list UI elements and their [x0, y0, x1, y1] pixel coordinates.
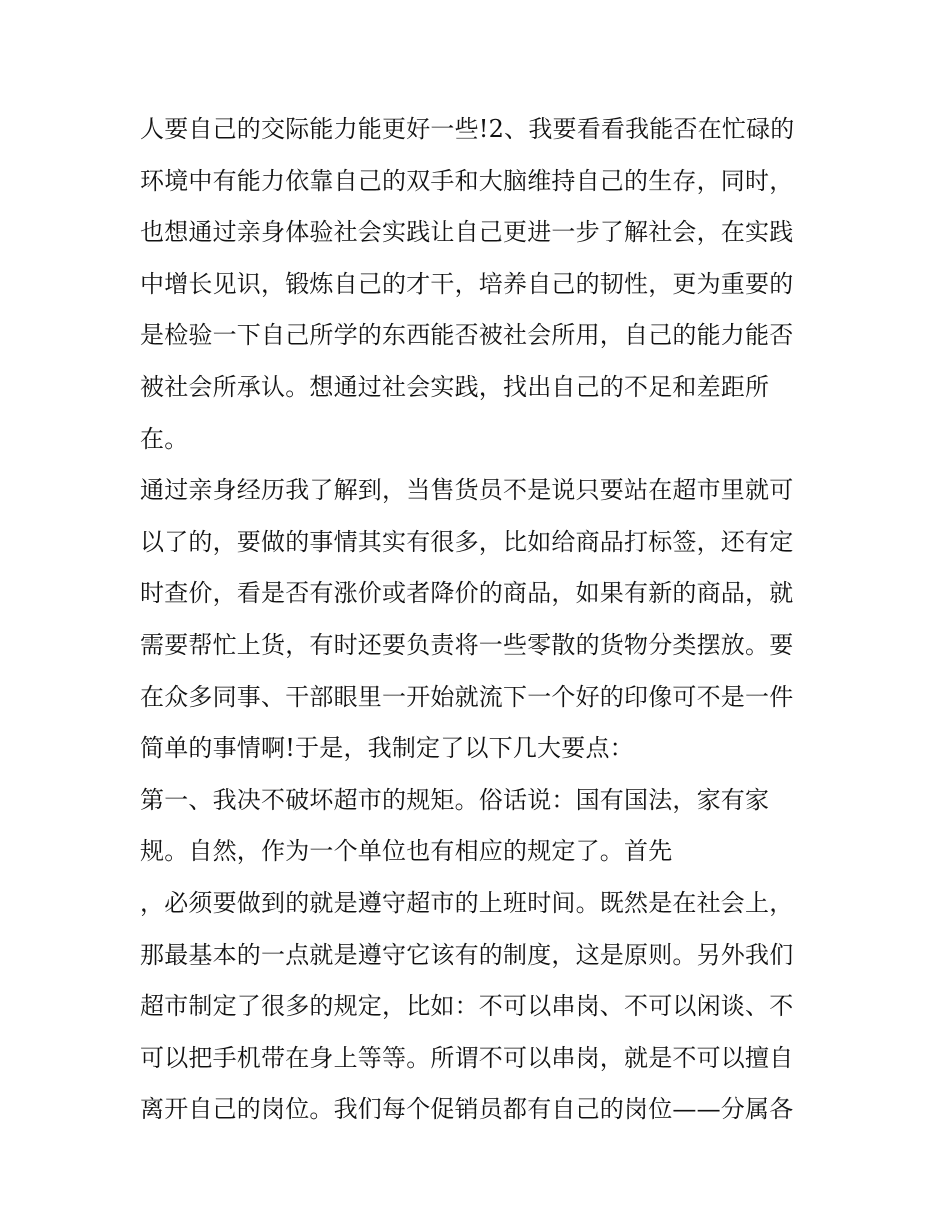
text-line: 超市制定了很多的规定，比如：不可以串岗、不可以闲谈、不	[140, 992, 794, 1021]
text-line: 也想通过亲身体验社会实践让自己更进一步了解社会，在实践	[140, 218, 794, 247]
text-line: 那最基本的一点就是遵守它该有的制度，这是原则。另外我们	[140, 940, 794, 969]
text-line: 环境中有能力依靠自己的双手和大脑维持自己的生存，同时，	[140, 166, 794, 195]
text-line: ，必须要做到的就是遵守超市的上班时间。既然是在社会上，	[140, 888, 794, 917]
text-line: 简单的事情啊!于是，我制定了以下几大要点：	[140, 734, 634, 763]
text-line: 在众多同事、干部眼里一开始就流下一个好的印像可不是一件	[140, 682, 794, 711]
text-line: 规。自然，作为一个单位也有相应的规定了。首先	[140, 837, 673, 866]
text-line: 时查价，看是否有涨价或者降价的商品，如果有新的商品，就	[140, 579, 794, 608]
text-line: 是检验一下自己所学的东西能否被社会所用，自己的能力能否	[140, 321, 794, 350]
text-line: 人要自己的交际能力能更好一些!2、我要看看我能否在忙碌的	[140, 115, 795, 143]
text-line: 可以把手机带在身上等等。所谓不可以串岗，就是不可以擅自	[140, 1043, 794, 1072]
text-line: 需要帮忙上货，有时还要负责将一些零散的货物分类摆放。要	[140, 630, 794, 659]
text-line: 通过亲身经历我了解到，当售货员不是说只要站在超市里就可	[140, 476, 794, 505]
text-line: 第一、我决不破坏超市的规矩。俗话说：国有国法，家有家	[140, 785, 770, 814]
text-line: 在。	[140, 424, 189, 453]
body-text	[140, 104, 820, 1136]
text-line: 被社会所承认。想通过社会实践，找出自己的不足和差距所	[140, 372, 770, 401]
text-line: 中增长见识，锻炼自己的才干，培养自己的韧性，更为重要的	[140, 269, 794, 298]
text-line: 离开自己的岗位。我们每个促销员都有自己的岗位——分属各	[140, 1095, 794, 1124]
text-line: 以了的，要做的事情其实有很多，比如给商品打标签，还有定	[140, 527, 794, 556]
